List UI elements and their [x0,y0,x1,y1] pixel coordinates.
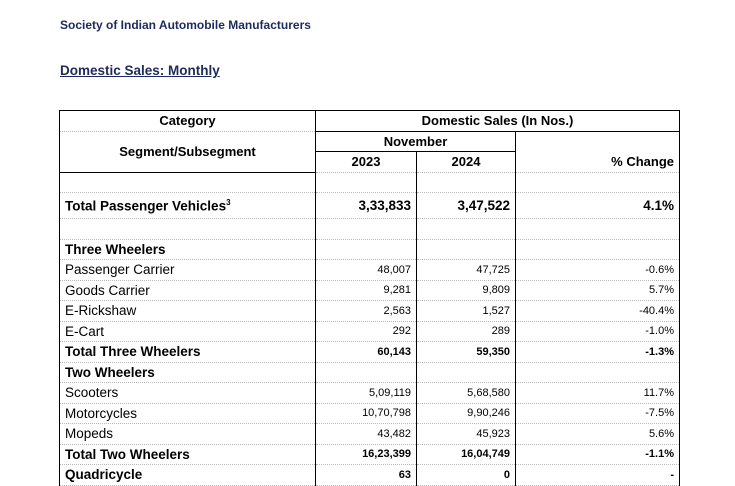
cell-2024: 9,809 [417,280,516,301]
header-row-1 [60,111,680,132]
domestic-sales-table [59,110,680,486]
row-label: Total Three Wheelers [60,342,316,363]
organization-name: Society of Indian Automobile Manufacturers [60,18,311,32]
header-year-2023: 2023 [316,152,417,173]
cell-change: - [516,465,680,486]
cell-2023: 60,143 [316,342,417,363]
table-row [60,193,680,219]
cell-change: -1.0% [516,321,680,342]
row-label: Two Wheelers [60,362,316,383]
cell-2023: 9,281 [316,280,417,301]
row-label: Goods Carrier [60,280,316,301]
table-row [60,301,680,322]
cell-2024: 45,923 [417,424,516,445]
cell-change: 4.1% [516,193,680,219]
row-label: Mopeds [60,424,316,445]
section-heading [60,239,680,260]
header-blank [516,131,680,152]
table-row [60,424,680,445]
header-domestic-sales: Domestic Sales (In Nos.) [316,111,680,132]
header-row-2 [60,131,680,152]
cell-2024: 16,04,749 [417,444,516,465]
row-label: E-Rickshaw [60,301,316,322]
table-row [60,403,680,424]
table-row [60,321,680,342]
cell-change: -7.5% [516,403,680,424]
cell-2023: 10,70,798 [316,403,417,424]
table-row [60,260,680,281]
cell-2024: 59,350 [417,342,516,363]
cell-2023: 3,33,833 [316,193,417,219]
cell-2023: 2,563 [316,301,417,322]
row-label: Quadricycle [60,465,316,486]
cell-change: 11.7% [516,383,680,404]
cell-2023: 16,23,399 [316,444,417,465]
spacer-row [60,219,680,240]
report-title: Domestic Sales: Monthly [60,63,220,78]
spacer-row [60,172,680,193]
row-label: E-Cart [60,321,316,342]
cell-2023: 63 [316,465,417,486]
table-row [60,383,680,404]
cell-change: 5.7% [516,280,680,301]
cell-2023: 48,007 [316,260,417,281]
row-label: Passenger Carrier [60,260,316,281]
cell-change: -1.1% [516,444,680,465]
cell-2023: 43,482 [316,424,417,445]
total-row [60,444,680,465]
row-label: Three Wheelers [60,239,316,260]
cell-2024: 9,90,246 [417,403,516,424]
row-label: Scooters [60,383,316,404]
cell-2024: 289 [417,321,516,342]
row-label: Motorcycles [60,403,316,424]
table-row [60,280,680,301]
header-change: % Change [516,152,680,173]
header-month: November [316,131,516,152]
total-row [60,342,680,363]
cell-2023: 292 [316,321,417,342]
cell-change: 5.6% [516,424,680,445]
header-year-2024: 2024 [417,152,516,173]
header-category: Category [60,111,316,132]
cell-change: -0.6% [516,260,680,281]
cell-2024: 0 [417,465,516,486]
cell-2023: 5,09,119 [316,383,417,404]
section-heading [60,362,680,383]
cell-2024: 5,68,580 [417,383,516,404]
table-row [60,465,680,486]
header-segment: Segment/Subsegment [60,131,316,172]
cell-2024: 3,47,522 [417,193,516,219]
cell-2024: 47,725 [417,260,516,281]
cell-change: -1.3% [516,342,680,363]
cell-change: -40.4% [516,301,680,322]
row-label: Total Two Wheelers [60,444,316,465]
row-label: Total Passenger Vehicles$^3$ [60,193,316,219]
cell-2024: 1,527 [417,301,516,322]
